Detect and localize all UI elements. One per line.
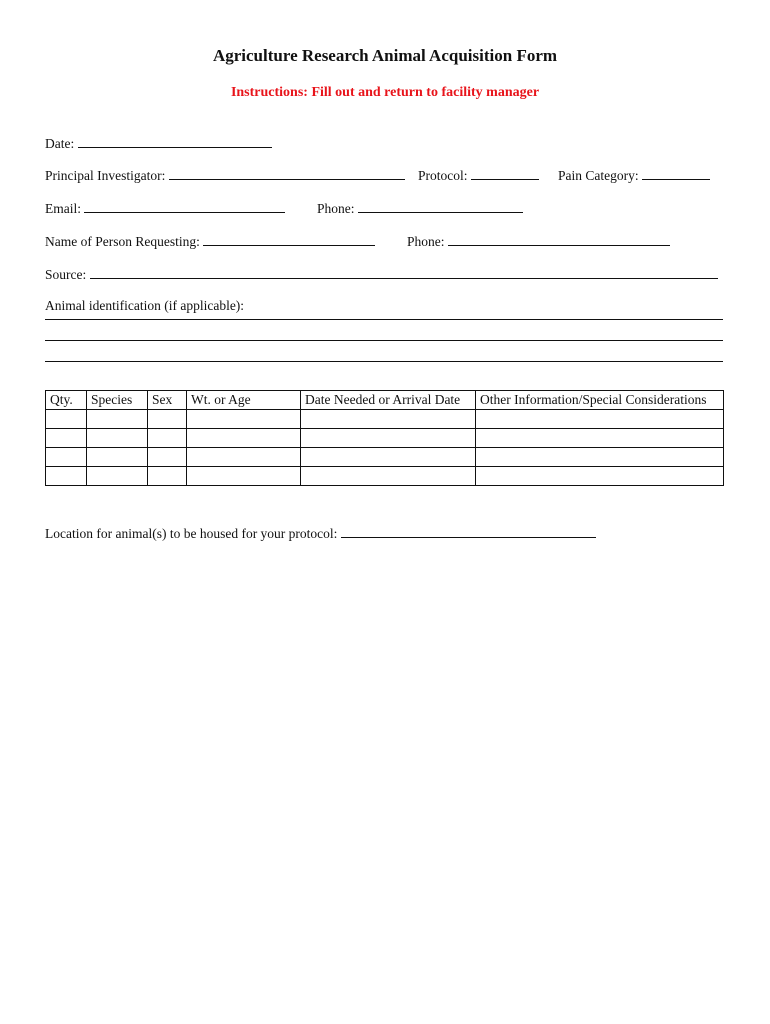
col-species: Species [87, 391, 148, 410]
protocol-label: Protocol: [418, 168, 468, 183]
table-cell[interactable] [87, 467, 148, 486]
phone-label-1: Phone: [317, 201, 355, 216]
table-cell[interactable] [301, 467, 476, 486]
requester-row [45, 233, 375, 250]
table-row [46, 429, 724, 448]
col-other-info: Other Information/Special Considerations [476, 391, 724, 410]
pi-label: Principal Investigator: [45, 168, 166, 183]
table-cell[interactable] [476, 448, 724, 467]
requester-label: Name of Person Requesting: [45, 234, 200, 249]
table-cell[interactable] [187, 467, 301, 486]
date-label: Date: [45, 136, 75, 151]
pain-field[interactable] [642, 167, 710, 180]
animal-table [45, 390, 724, 486]
table-cell[interactable] [301, 410, 476, 429]
table-cell[interactable] [87, 410, 148, 429]
email-label: Email: [45, 201, 81, 216]
table-cell[interactable] [148, 410, 187, 429]
phone-row-2 [407, 233, 670, 250]
table-header-row [46, 391, 724, 410]
animal-id-line-3[interactable] [45, 361, 723, 362]
table-cell[interactable] [148, 467, 187, 486]
source-label: Source: [45, 267, 87, 282]
table-cell[interactable] [187, 429, 301, 448]
source-field[interactable] [90, 266, 718, 279]
table-cell[interactable] [476, 410, 724, 429]
table-cell[interactable] [187, 410, 301, 429]
pi-row [45, 167, 405, 184]
source-row [45, 266, 718, 283]
animal-id-line-2[interactable] [45, 340, 723, 341]
table-cell[interactable] [476, 467, 724, 486]
phone-field-2[interactable] [448, 233, 670, 246]
protocol-row [418, 167, 539, 184]
form-instructions: Instructions: Fill out and return to facility manager [230, 85, 540, 100]
requester-field[interactable] [203, 233, 375, 246]
pain-row [558, 167, 710, 184]
protocol-field[interactable] [471, 167, 539, 180]
table-cell[interactable] [148, 429, 187, 448]
date-field[interactable] [78, 135, 272, 148]
email-row [45, 200, 285, 217]
table-cell[interactable] [148, 448, 187, 467]
col-wt-age: Wt. or Age [187, 391, 301, 410]
phone-row-1 [317, 200, 523, 217]
phone-label-2: Phone: [407, 234, 445, 249]
col-date-needed: Date Needed or Arrival Date [301, 391, 476, 410]
table-cell[interactable] [46, 467, 87, 486]
table-cell[interactable] [476, 429, 724, 448]
table-cell[interactable] [301, 448, 476, 467]
location-field[interactable] [341, 525, 596, 538]
phone-field-1[interactable] [358, 200, 523, 213]
animal-id-line-1[interactable] [45, 319, 723, 320]
table-cell[interactable] [187, 448, 301, 467]
table-cell[interactable] [46, 429, 87, 448]
animal-id-label: Animal identification (if applicable): [45, 298, 245, 313]
table-row [46, 410, 724, 429]
table-cell[interactable] [87, 429, 148, 448]
table-row [46, 448, 724, 467]
email-field[interactable] [84, 200, 285, 213]
table-cell[interactable] [87, 448, 148, 467]
location-row [45, 525, 596, 542]
col-qty: Qty. [46, 391, 87, 410]
table-row [46, 467, 724, 486]
table-cell[interactable] [46, 448, 87, 467]
pain-label: Pain Category: [558, 168, 639, 183]
table-cell[interactable] [46, 410, 87, 429]
form-title: Agriculture Research Animal Acquisition Form [212, 46, 558, 65]
col-sex: Sex [148, 391, 187, 410]
table-cell[interactable] [301, 429, 476, 448]
location-label: Location for animal(s) to be housed for your protocol: [45, 526, 338, 541]
date-row [45, 135, 272, 152]
pi-field[interactable] [169, 167, 405, 180]
